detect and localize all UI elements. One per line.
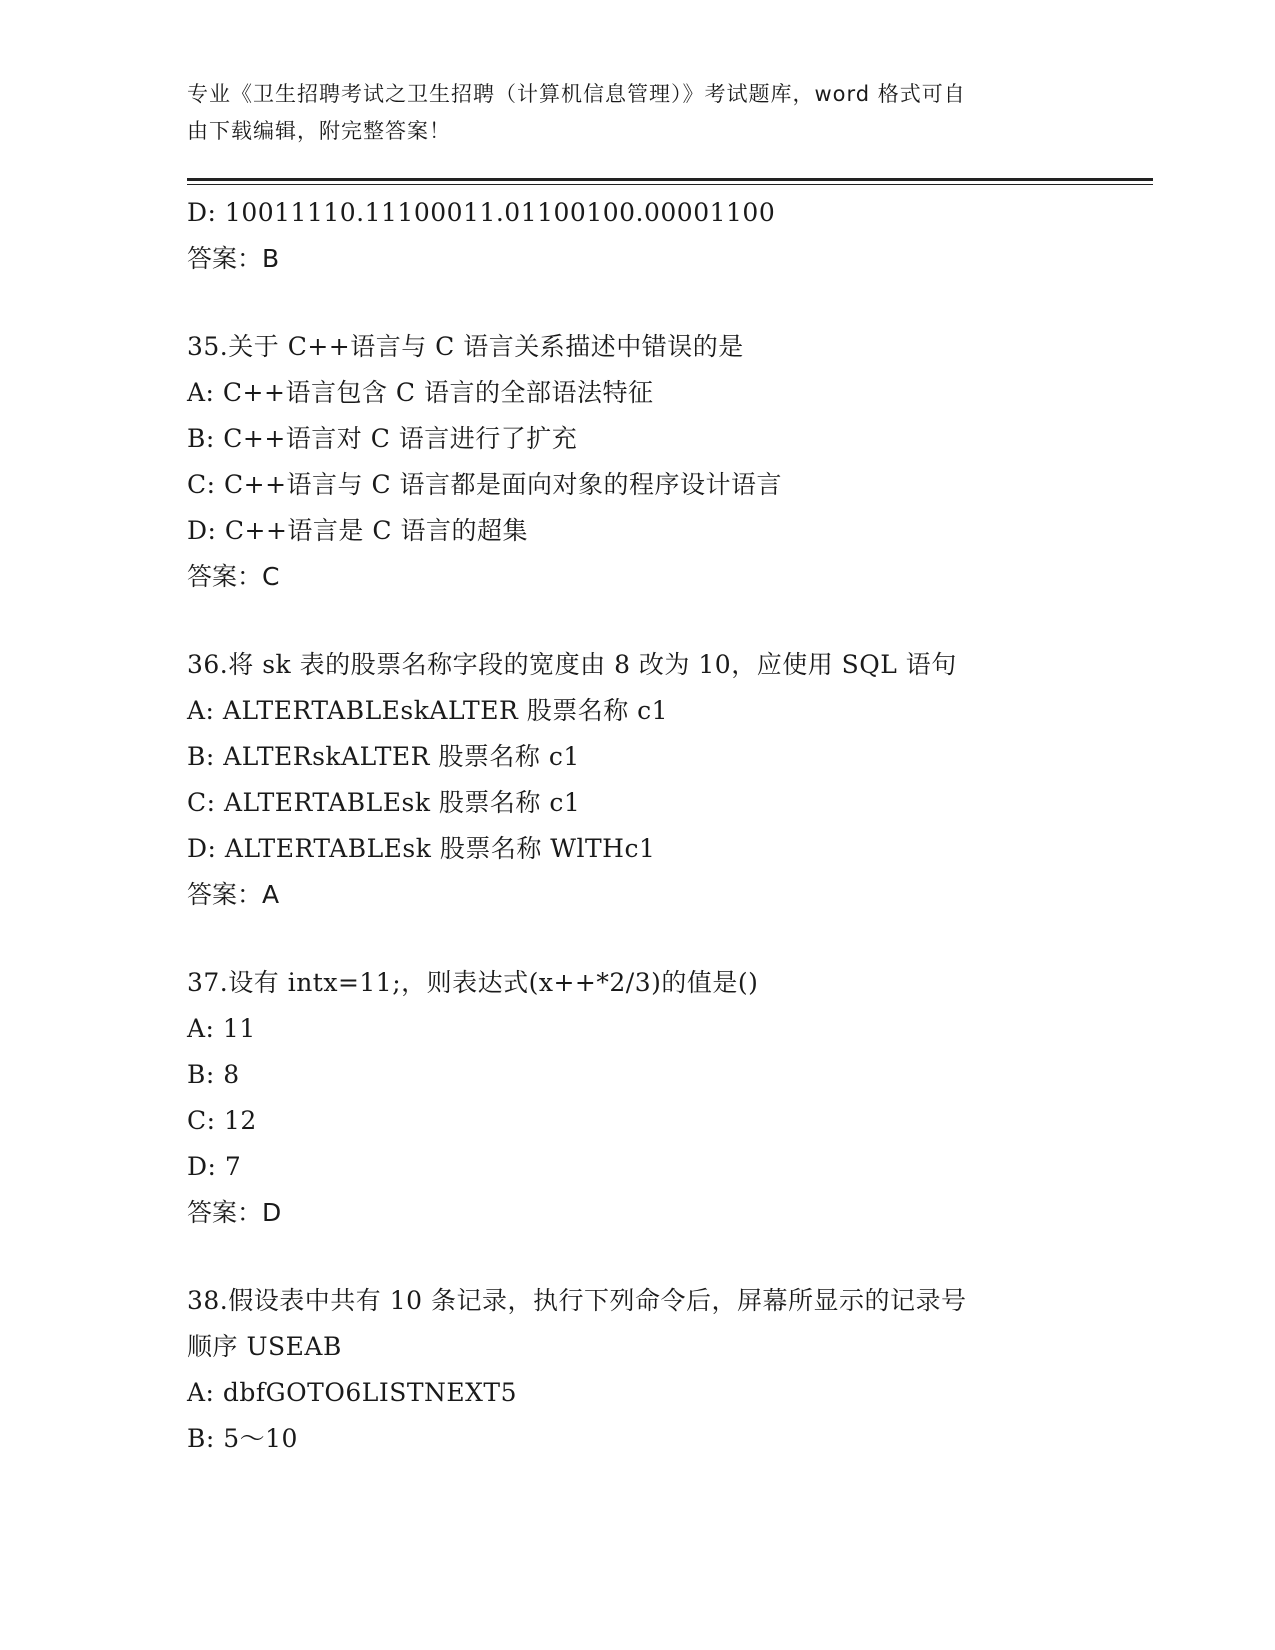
question-list — [187, 190, 1147, 1462]
question-block-37 — [187, 960, 1147, 1236]
option-b: B: 5～10 — [187, 1424, 298, 1453]
option-b: B: ALTERskALTER 股票名称 c1 — [187, 742, 580, 771]
question-block-35 — [187, 324, 1147, 600]
question-text-continued: 顺序 USEAB — [187, 1332, 342, 1361]
question-text: 35.关于 C++语言与 C 语言关系描述中错误的是 — [187, 332, 744, 361]
option-d: D: C++语言是 C 语言的超集 — [187, 516, 528, 545]
answer-line: 答案：C — [187, 562, 280, 591]
option-c: C: 12 — [187, 1106, 257, 1135]
option-a: A: dbfGOTO6LISTNEXT5 — [187, 1378, 518, 1407]
header-divider-thick — [187, 178, 1153, 181]
answer-line: 答案：D — [187, 1198, 282, 1227]
question-text: 36.将 sk 表的股票名称字段的宽度由 8 改为 10，应使用 SQL 语句 — [187, 650, 957, 679]
header-divider-thin — [187, 184, 1153, 185]
question-text: 37.设有 intx=11;，则表达式(x++*2/3)的值是() — [187, 968, 759, 997]
option-a: A: 11 — [187, 1014, 256, 1043]
question-text: 38.假设表中共有 10 条记录，执行下列命令后，屏幕所显示的记录号 — [187, 1286, 967, 1315]
option-d: D: 10011110.11100011.01100100.00001100 — [187, 198, 776, 227]
document-header — [187, 76, 1087, 150]
question-block-38 — [187, 1278, 1147, 1462]
header-line-1: 专业《卫生招聘考试之卫生招聘（计算机信息管理）》考试题库，word 格式可自 — [187, 82, 966, 106]
option-b: B: C++语言对 C 语言进行了扩充 — [187, 424, 578, 453]
option-a: A: C++语言包含 C 语言的全部语法特征 — [187, 378, 654, 407]
option-c: C: C++语言与 C 语言都是面向对象的程序设计语言 — [187, 470, 783, 499]
option-d: D: ALTERTABLEsk 股票名称 WlTHc1 — [187, 834, 656, 863]
question-block-34 — [187, 190, 1147, 282]
option-c: C: ALTERTABLEsk 股票名称 c1 — [187, 788, 581, 817]
answer-line: 答案：A — [187, 880, 280, 909]
option-d: D: 7 — [187, 1152, 242, 1181]
question-block-36 — [187, 642, 1147, 918]
header-line-2: 由下载编辑，附完整答案！ — [187, 119, 451, 143]
answer-line: 答案：B — [187, 244, 280, 273]
option-a: A: ALTERTABLEskALTER 股票名称 c1 — [187, 696, 669, 725]
option-b: B: 8 — [187, 1060, 240, 1089]
